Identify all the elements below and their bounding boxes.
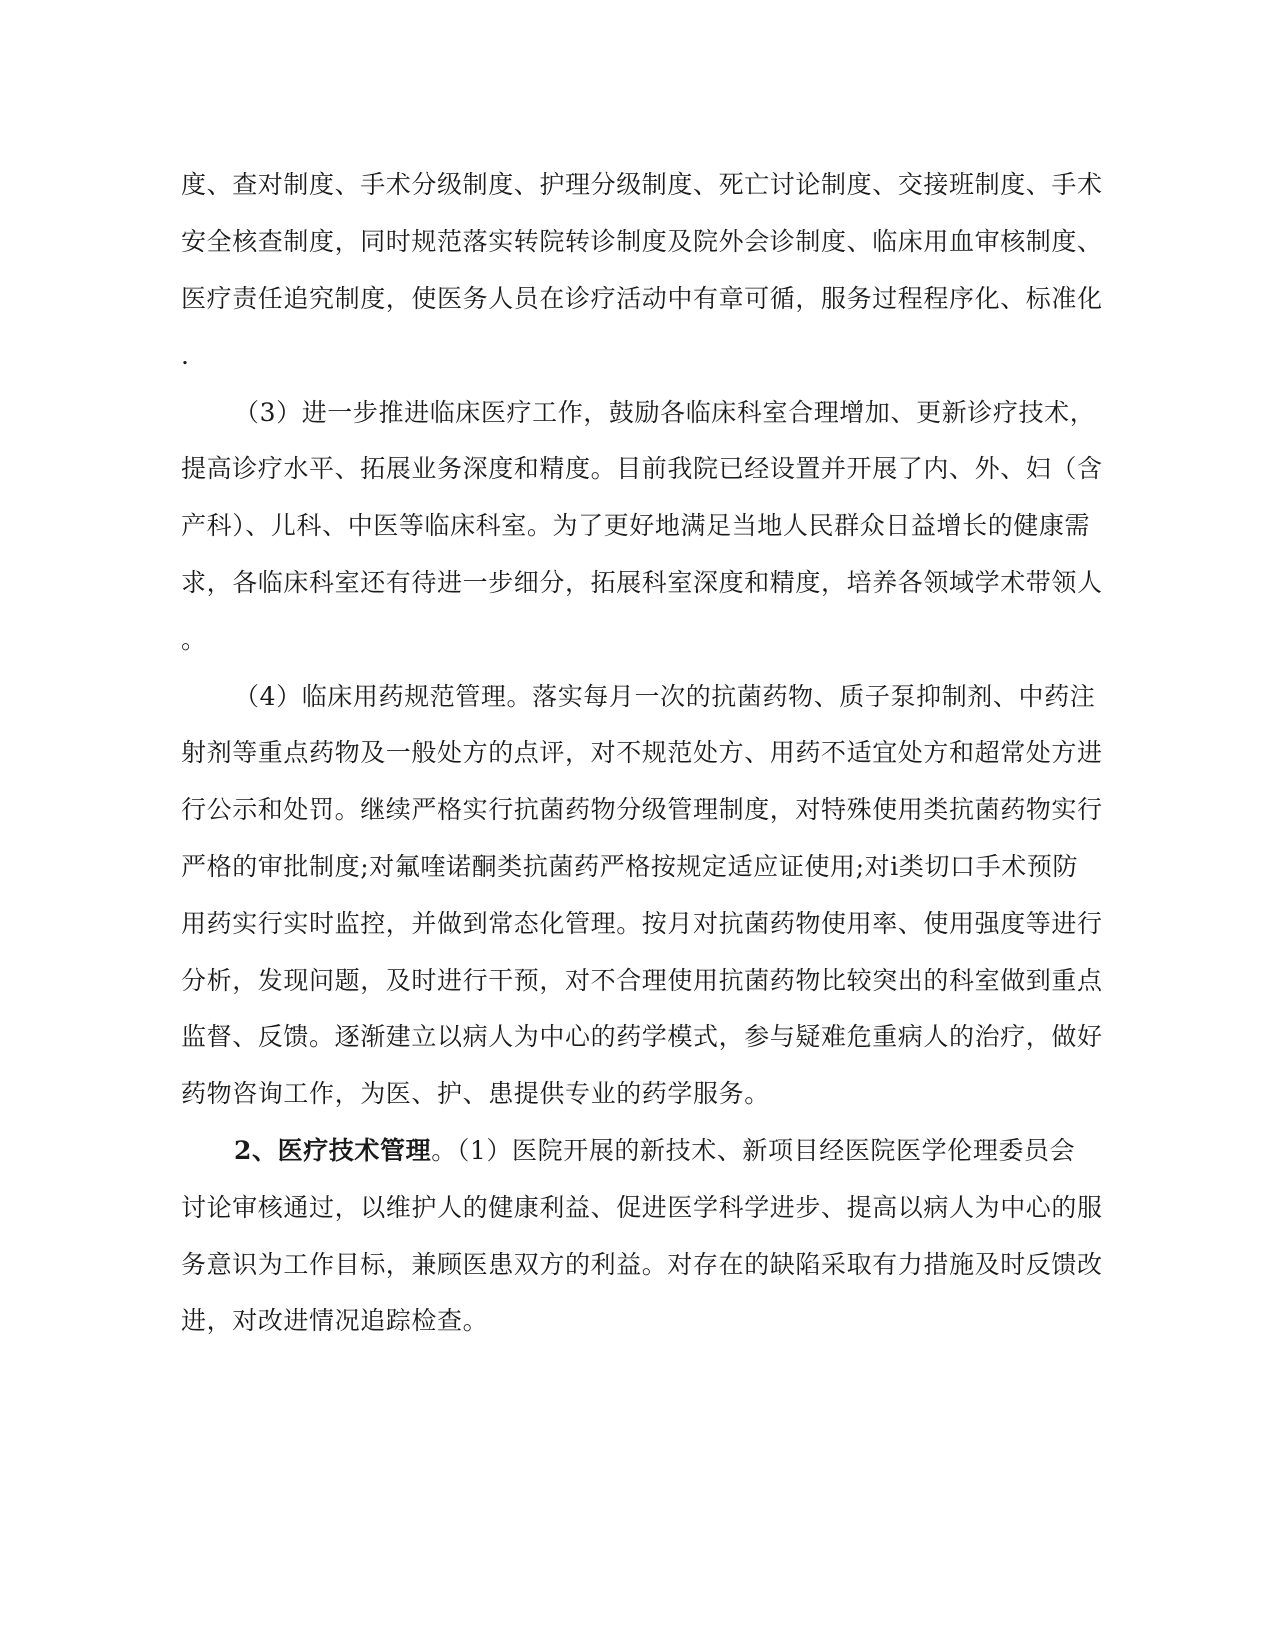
paragraph-line: 度、查对制度、手术分级制度、护理分级制度、死亡讨论制度、交接班制度、手术 [181, 170, 1103, 199]
paragraph-line: 药物咨询工作，为医、护、患提供专业的药学服务。 [181, 1079, 770, 1108]
paragraph-line: 严格的审批制度;对氟喹诺酮类抗菌药严格按规定适应证使用;对i类切口手术预防 [181, 852, 1079, 881]
paragraph-line: 产科）、儿科、中医等临床科室。为了更好地满足当地人民群众日益增长的健康需 [181, 511, 1091, 540]
section-heading: 2、医疗技术管理 [234, 1136, 432, 1165]
paragraph-line: 。 [181, 625, 207, 654]
paragraph-line: . [181, 341, 190, 370]
paragraph-line: 用药实行实时监控，并做到常态化管理。按月对抗菌药物使用率、使用强度等进行 [181, 909, 1103, 938]
paragraph-line: 射剂等重点药物及一般处方的点评，对不规范处方、用药不适宜处方和超常处方进 [181, 738, 1103, 767]
paragraph-line: 进，对改进情况追踪检查。 [181, 1306, 489, 1335]
paragraph-line: （3）进一步推进临床医疗工作，鼓励各临床科室合理增加、更新诊疗技术， [234, 398, 1096, 427]
paragraph-line: 讨论审核通过，以维护人的健康利益、促进医学科学进步、提高以病人为中心的服 [181, 1193, 1103, 1222]
heading-punctuation: 。 [431, 1136, 457, 1165]
paragraph-line: 医疗责任追究制度，使医务人员在诊疗活动中有章可循，服务过程程序化、标准化 [181, 284, 1103, 313]
paragraph-line: 求，各临床科室还有待进一步细分，拓展科室深度和精度，培养各领域学术带领人 [181, 568, 1103, 597]
paragraph-text: （1）医院开展的新技术、新项目经医院医学伦理委员会 [456, 1136, 1076, 1165]
paragraph-line: 务意识为工作目标，兼顾医患双方的利益。对存在的缺陷采取有力措施及时反馈改 [181, 1250, 1103, 1279]
paragraph-line: 分析，发现问题，及时进行干预，对不合理使用抗菌药物比较突出的科室做到重点 [181, 966, 1103, 995]
paragraph-line: 安全核查制度，同时规范落实转院转诊制度及院外会诊制度、临床用血审核制度、 [181, 227, 1103, 256]
paragraph-line: 行公示和处罚。继续严格实行抗菌药物分级管理制度，对特殊使用类抗菌药物实行 [181, 795, 1103, 824]
section-heading-line [234, 1136, 1076, 1166]
paragraph-line: 监督、反馈。逐渐建立以病人为中心的药学模式，参与疑难危重病人的治疗，做好 [181, 1022, 1103, 1051]
paragraph-line: （4）临床用药规范管理。落实每月一次的抗菌药物、质子泵抑制剂、中药注 [234, 682, 1096, 711]
paragraph-line: 提高诊疗水平、拓展业务深度和精度。目前我院已经设置并开展了内、外、妇（含 [181, 454, 1103, 483]
